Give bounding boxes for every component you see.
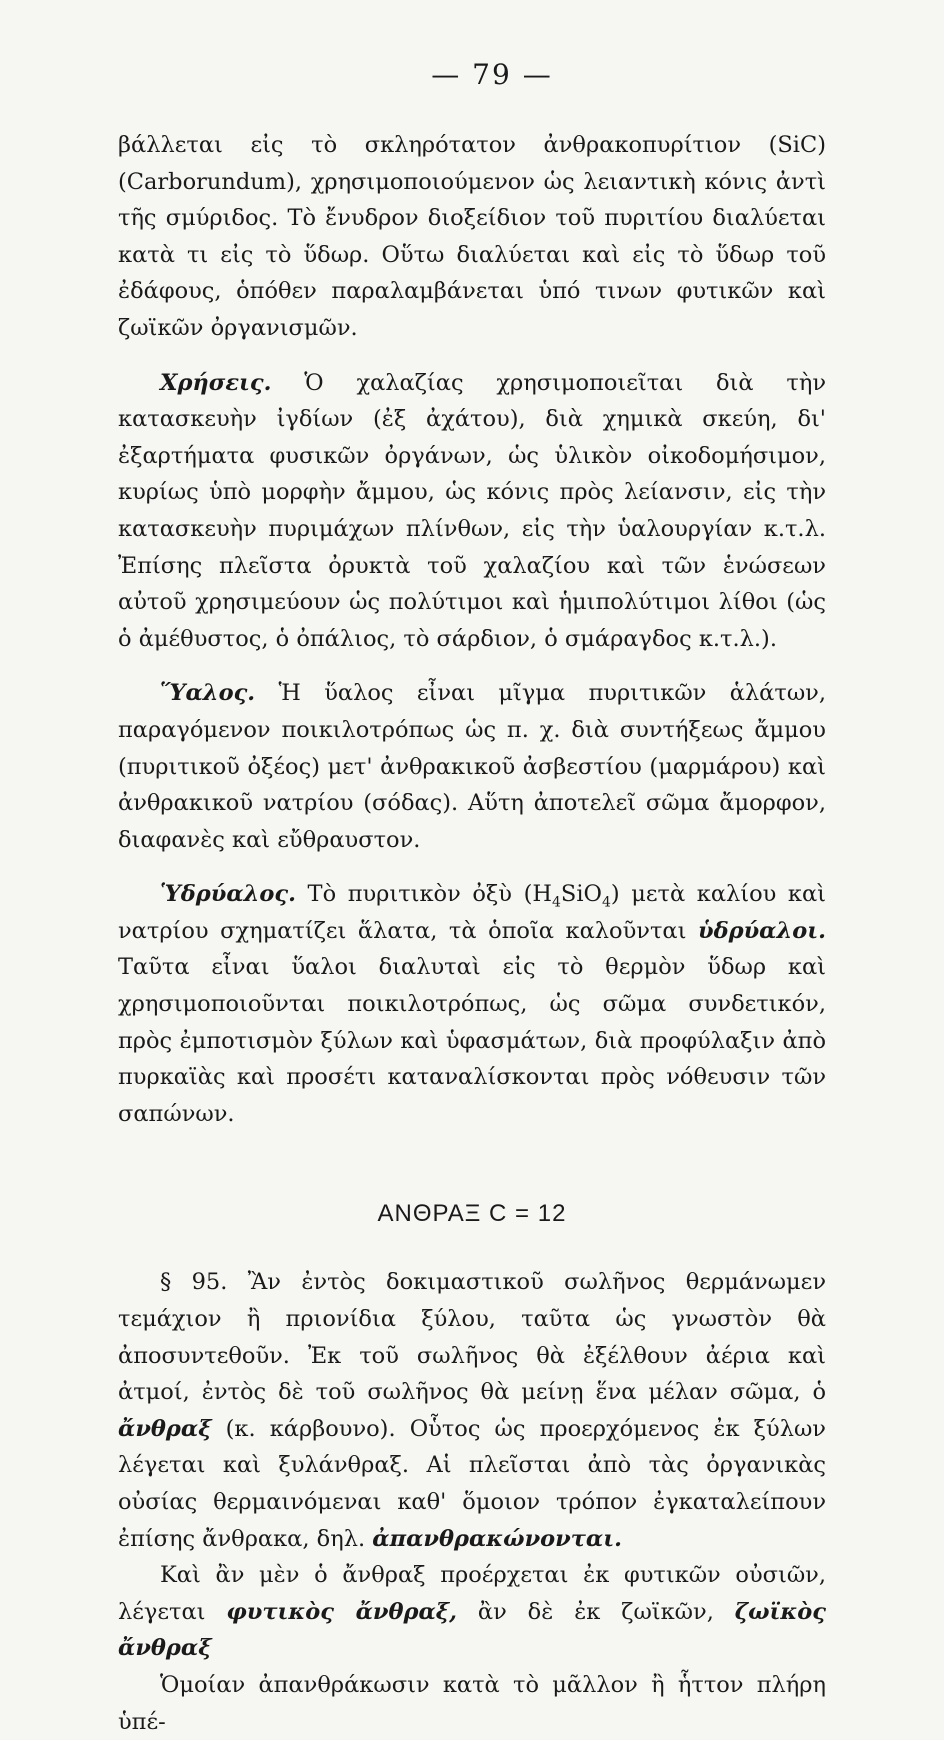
- section-heading-carbon: ΑΝΘΡΑΞ C = 12: [377, 1200, 567, 1228]
- paragraph-glass: [118, 675, 826, 858]
- water-glass-term: ὑδρύαλοι.: [697, 917, 826, 944]
- water-glass-heading: Ὑδρύαλος.: [160, 881, 296, 908]
- water-glass-text-b: SiO: [560, 881, 602, 908]
- paragraph-silicon-carbide: βάλλεται εἰς τὸ σκληρότατον ἀνθρακοπυρίτιον (SiC) (Carborundum), χρησιμοποιούμενον ὡς λειαντικὴ κόνις ἀντὶ τῆς σμύριδος. Τὸ ἔνυδρον διοξείδιον τοῦ πυριτίου διαλύεται κατὰ τι εἰς τὸ ὕδωρ. Οὕτω διαλύεται καὶ εἰς τὸ ὕδωρ τοῦ ἐδάφους, ὁπόθεν παραλαμβάνεται ὑπό τινων φυτικῶν καὶ ζωϊκῶν ὀργανισμῶν.: [118, 132, 826, 341]
- uses-heading: Χρήσεις.: [160, 369, 272, 396]
- plant-animal-text-b: ἂν δὲ ἐκ ζωϊκῶν,: [456, 1598, 735, 1625]
- water-glass-text-d: Ταῦτα εἶναι ὕαλοι διαλυταὶ εἰς τὸ θερμὸν ὕδωρ καὶ χρησιμοποιοῦνται ποικιλοτρόπως, ὡς σῶμα συνδετικόν, πρὸς ἐμποτισμὸν ξύλων καὶ ὑφασμάτων, διὰ προφύλαξιν ἀπὸ πυρκαϊὰς καὶ προσέτι καταναλίσκονται πρὸς νόθευσιν τῶν σαπώνων.: [118, 954, 826, 1127]
- paragraph-uses: [118, 365, 826, 658]
- term-plant-carbon: φυτικὸς ἄνθραξ,: [226, 1598, 457, 1625]
- paragraph-water-glass: [118, 876, 826, 1132]
- water-glass-text-a: Τὸ πυριτικὸν ὀξὺ (H: [295, 881, 552, 908]
- glass-heading: Ὕαλος.: [160, 680, 256, 707]
- glass-text: Ἡ ὕαλος εἶναι μῖγμα πυριτικῶν ἁλάτων, παραγόμενον ποικιλοτρόπως ὡς π. χ. διὰ συντήξεως ἄμμου (πυριτικοῦ ὀξέος) μετ' ἀνθρακικοῦ ἀσβεστίου (μαρμάρου) καὶ ἀνθρακικοῦ νατρίου (σόδας). Αὕτη ἀποτελεῖ σῶμα ἄμορφον, διαφανὲς καὶ εὔθραυστον.: [118, 680, 826, 853]
- uses-text: Ὁ χαλαζίας χρησιμοποιεῖται διὰ τὴν κατασκευὴν ἰγδίων (ἐξ ἀχάτου), διὰ χημικὰ σκεύη, δι' ἐξαρτήματα φυσικῶν ὀργάνων, ὡς ὑλικὸν οἰκοδομήσιμον, κυρίως ὑπὸ μορφὴν ἄμμου, ὡς κόνις πρὸς λείανσιν, εἰς τὴν κατασκευὴν πυριμάχων πλίνθων, εἰς τὴν ὑαλουργίαν κ.τ.λ. Ἐπίσης πλεῖστα ὀρυκτὰ τοῦ χαλαζίου καὶ τῶν ἑνώσεων αὐτοῦ χρησιμεύουν ὡς πολύτιμοι καὶ ἡμιπολύτιμοι λίθοι (ὡς ὁ ἀμέθυστος, ὁ ὀπάλιος, τὸ σάρδιον, ὁ σμάραγδος κ.τ.λ.).: [118, 369, 826, 652]
- page-number: — 79 —: [431, 58, 553, 91]
- section-95-text-a: § 95. Ἂν ἐντὸς δοκιμαστικοῦ σωλῆνος θερμάνωμεν τεμάχιον ἢ πριονίδια ξύλου, ταῦτα ὡς γνωστὸν θὰ ἀποσυντεθοῦν. Ἐκ τοῦ σωλῆνος θὰ ἐξέλθουν ἀέρια καὶ ἀτμοί, ἐντὸς δὲ τοῦ σωλῆνος θὰ μείνῃ ἕνα μέλαν σῶμα, ὁ: [118, 1269, 826, 1406]
- term-carbonize: ἀπανθρακώνονται.: [372, 1525, 622, 1552]
- section-95-text-b: (κ. κάρβουνο). Οὗτος ὡς προερχόμενος ἐκ ξύλων λέγεται καὶ ξυλάνθραξ. Αἱ πλεῖσται ἀπὸ τὰς ὀργανικὰς οὐσίας θερμαινόμεναι καθ' ὅμοιον τρόπον ἐγκαταλείπουν ἐπίσης ἄνθρακα, δηλ.: [118, 1415, 826, 1552]
- plant-animal-text-a: Καὶ ἂν μὲν ὁ ἄνθραξ προέρχεται ἐκ φυτικῶν οὐσιῶν, λέγεται: [118, 1562, 826, 1625]
- water-glass-text-c: ) μετὰ καλίου καὶ νατρίου σχηματίζει ἅλατα, τὰ ὁποῖα καλοῦνται: [118, 881, 827, 944]
- formula-subscript-o: 4: [601, 894, 611, 911]
- paragraph-section-95: [118, 1264, 826, 1557]
- paragraph-plant-animal-carbon: [118, 1557, 826, 1667]
- term-animal-carbon: ζωϊκὸς ἄνθραξ: [118, 1598, 826, 1662]
- term-carbon: ἄνθραξ: [118, 1415, 212, 1442]
- formula-subscript-h: 4: [551, 894, 561, 911]
- paragraph-similar-carbonization: Ὁμοίαν ἀπανθράκωσιν κατὰ τὸ μᾶλλον ἢ ἧττον πλήρη ὑπέ-: [118, 1671, 826, 1735]
